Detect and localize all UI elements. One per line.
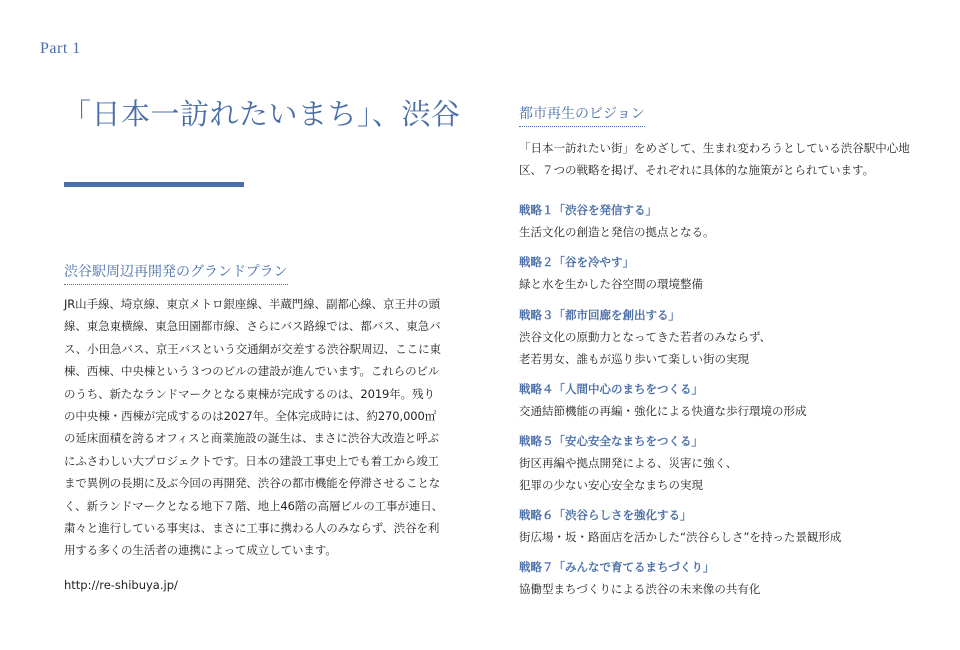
strategy-description: 老若男女、誰もが巡り歩いて楽しい街の実現 [519, 351, 749, 366]
strategy-label: 戦略５「安心安全なまちをつくる」 [519, 434, 703, 448]
strategy-description: 渋谷文化の原動力となってきた若者のみならず、 [519, 330, 772, 344]
strategy-item-2 [519, 254, 919, 295]
strategy-description: 交通結節機能の再編・強化による快適な歩行環境の形成 [519, 404, 807, 418]
website-url: http://re-shibuya.jp/ [64, 578, 178, 592]
strategy-description: 協働型まちづくりによる渋谷の未来像の共有化 [519, 582, 761, 596]
vision-intro: 「日本一訪れたい街」をめざして、生まれ変わろうとしている渋谷駅中心地区、７つの戦略を掲げ、それぞれに具体的な施策がとられています。 [519, 141, 910, 178]
grand-plan-body: JR山手線、埼京線、東京メトロ銀座線、半蔵門線、副都心線、京王井の頭線、東急東横線、東急田園都市線、さらにバス路線では、都バス、東急バス、小田急バス、京王バスという交通網が交差する渋谷駅周辺、ここに東棟、西棟、中央棟という３つのビルの建設が進んでいます。これらのビルのうち、新たなランドマークとなる東棟が完成するのは、2019年。残りの中央棟・西棟が完成するのは2027年。全体完成時には、約270,000㎡の延床面積を誇るオフィスと商業施設の誕生は、まさに渋谷大改造と呼ぶにふさわしい大プロジェクトです。日本の建設工事史上でも着工から竣工まで異例の長期に及ぶ今回の再開発、渋谷の都市機能を停滞させることなく、新ランドマークとなる地下７階、地上46階の高層ビルの工事が連日、粛々と進行している事実は、まさに工事に携わる人のみならず、渋谷を利用する多くの生活者の連携によって成立しています。 [64, 297, 443, 558]
strategy-label: 戦略４「人間中心のまちをつくる」 [519, 382, 703, 396]
strategy-label: 戦略２「谷を冷やす」 [519, 255, 634, 269]
strategy-label: 戦略３「都市回廊を創出する」 [519, 308, 680, 322]
part-label: Part 1 [40, 40, 81, 57]
strategy-label: 戦略７「みんなで育てるまちづくり」 [519, 560, 715, 574]
strategy-item-7 [519, 559, 919, 600]
title-underline-bar [64, 182, 244, 187]
strategy-description: 緑と水を生かした谷空間の環境整備 [519, 277, 703, 291]
vision-heading: 都市再生のビジョン [519, 103, 645, 127]
strategy-item-6 [519, 507, 919, 548]
strategy-item-4 [519, 381, 919, 422]
strategy-item-5 [519, 433, 919, 496]
strategy-label: 戦略１「渋谷を発信する」 [519, 203, 657, 217]
strategy-item-3 [519, 307, 919, 370]
strategy-description: 犯罪の少ない安心安全なまちの実現 [519, 477, 703, 492]
strategy-label: 戦略６「渋谷らしさを強化する」 [519, 508, 692, 522]
strategy-item-1 [519, 202, 919, 243]
page-title: 「日本一訪れたいまち」、渋谷 [62, 97, 461, 131]
strategy-description: 街区再編や拠点開発による、災害に強く、 [519, 456, 738, 470]
grand-plan-heading: 渋谷駅周辺再開発のグランドプラン [64, 261, 288, 285]
strategy-description: 生活文化の創造と発信の拠点となる。 [519, 225, 715, 239]
strategy-description: 街広場・坂・路面店を活かした“渋谷らしさ”を持った景観形成 [519, 530, 842, 544]
